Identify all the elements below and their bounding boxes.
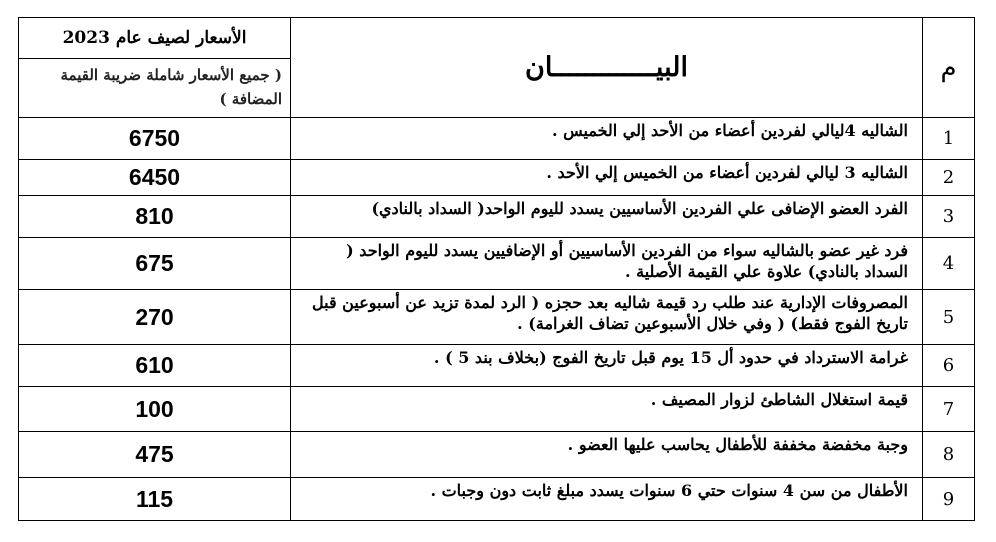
row-number: 1	[923, 118, 975, 160]
description-cell: الأطفال من سن 4 سنوات حتي 6 سنوات يسدد مبلغ ثابت دون وجبات .	[291, 478, 923, 521]
number-header: م	[923, 18, 975, 118]
table-row	[19, 432, 975, 478]
header-row	[19, 18, 975, 118]
price-cell: 115	[19, 478, 291, 521]
description-header: البيـــــــــــــان	[291, 18, 923, 118]
table-row	[19, 160, 975, 196]
price-table	[18, 17, 975, 521]
row-number: 9	[923, 478, 975, 521]
table-row	[19, 478, 975, 521]
row-number: 5	[923, 290, 975, 345]
price-note: ( جميع الأسعار شاملة ضريبة القيمة المضافة )	[60, 66, 282, 108]
row-number: 6	[923, 345, 975, 387]
row-number: 3	[923, 196, 975, 238]
price-cell: 675	[19, 238, 291, 290]
description-cell: الفرد العضو الإضافى علي الفردين الأساسيين يسدد لليوم الواحد( السداد بالنادي)	[291, 196, 923, 238]
description-cell: غرامة الاسترداد في حدود أل 15 يوم قبل تاريخ الفوج (بخلاف بند 5 ) .	[291, 345, 923, 387]
description-cell: قيمة استغلال الشاطئ لزوار المصيف .	[291, 387, 923, 432]
description-cell: المصروفات الإدارية عند طلب رد قيمة شاليه بعد حجزه ( الرد لمدة تزيد عن أسبوعين قبل تاريخ الفوج فقط) ( وفي خلال الأسبوعين تضاف الغرامة) .	[291, 290, 923, 345]
price-header-cell	[19, 18, 291, 118]
price-cell: 810	[19, 196, 291, 238]
row-number: 8	[923, 432, 975, 478]
table-row	[19, 290, 975, 345]
price-cell: 6750	[19, 118, 291, 160]
table-row	[19, 238, 975, 290]
description-cell: الشاليه 4ليالي لفردين أعضاء من الأحد إلي الخميس .	[291, 118, 923, 160]
price-cell: 475	[19, 432, 291, 478]
row-number: 4	[923, 238, 975, 290]
price-cell: 270	[19, 290, 291, 345]
table-row	[19, 387, 975, 432]
price-cell: 6450	[19, 160, 291, 196]
row-number: 2	[923, 160, 975, 196]
table-row	[19, 196, 975, 238]
table-row	[19, 118, 975, 160]
price-cell: 100	[19, 387, 291, 432]
year-label: الأسعار لصيف عام 2023	[19, 18, 290, 59]
price-cell: 610	[19, 345, 291, 387]
table-row	[19, 345, 975, 387]
description-cell: وجبة مخفضة مخففة للأطفال يحاسب عليها العضو .	[291, 432, 923, 478]
description-cell: فرد غير عضو بالشاليه سواء من الفردين الأساسيين أو الإضافيين يسدد لليوم الواحد ( السداد بالنادي) علاوة علي القيمة الأصلية .	[291, 238, 923, 290]
description-cell: الشاليه 3 ليالي لفردين أعضاء من الخميس إلي الأحد .	[291, 160, 923, 196]
price-document	[18, 17, 975, 521]
row-number: 7	[923, 387, 975, 432]
